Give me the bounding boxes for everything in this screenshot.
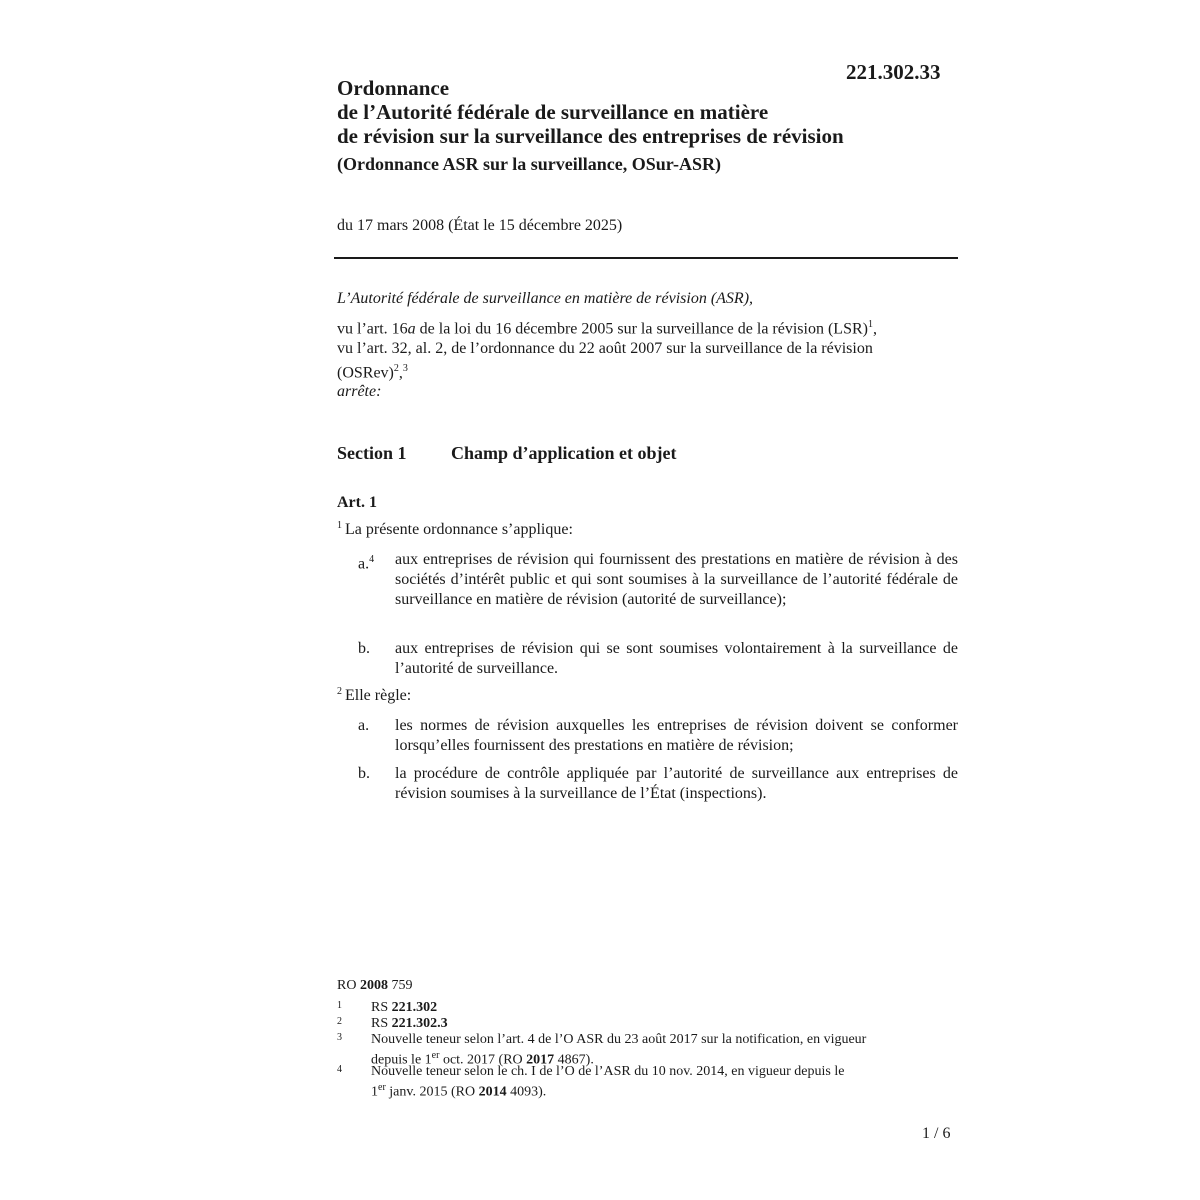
footnote: 4 Nouvelle teneur selon le ch. I de l’O de l’ASR du 10 nov. 2014, en vigueur depuis le 1er janv. 2015 (RO 2014 4093).: [337, 1064, 845, 1100]
list-item-text: aux entreprises de révision qui se sont soumises volontairement à la surveillance de l’autorité de surveillance.: [395, 640, 958, 677]
footnote-number: 2: [337, 1016, 342, 1027]
footnote-ref[interactable]: 1: [867, 319, 873, 330]
ordinance-subtitle: (Ordonnance ASR sur la surveillance, OSur-ASR): [337, 154, 722, 174]
footnote-number: 3: [337, 1032, 342, 1043]
title-line: de révision sur la surveillance des entreprises de révision: [337, 124, 844, 148]
link-ro-year[interactable]: 2017: [526, 1052, 555, 1068]
preamble-issuer: L’Autorité fédérale de surveillance en matière de révision (ASR),: [337, 290, 754, 307]
page-number: 1 / 6: [922, 1125, 951, 1142]
footnote: 1 RS 221.302: [337, 1000, 438, 1015]
preamble-line-3: (OSRev)$^2$,$^3$: [337, 363, 408, 382]
title-line: Ordonnance: [337, 76, 450, 100]
list-item: b. aux entreprises de révision qui se sont soumises volontairement à la surveillance de l’autorité de surveillance.: [358, 640, 958, 677]
list-item: a.$^4$ aux entreprises de révision qui fournissent des prestations en matière de révision à des sociétés d’intérêt public et qui sont soumises à la surveillance de l’autorité fédérale de surveillance en matière de révision (autorité de surveillance);: [358, 551, 958, 608]
enacting-formula: arrête:: [337, 383, 382, 400]
section-heading: [337, 443, 677, 464]
footnote: 2 RS 221.302.3: [337, 1016, 448, 1031]
footnote-ref[interactable]: 2: [393, 363, 399, 375]
section-title: Champ d’application et objet: [451, 443, 677, 463]
ordinance-date: du 17 mars 2008 (État le 15 décembre 2025): [337, 217, 623, 234]
footnote-number: 4: [337, 1064, 342, 1075]
section-label: Section 1: [337, 443, 407, 463]
official-compilation-ref: RO 2008 759: [337, 978, 413, 993]
list-item-text: les normes de révision auxquelles les entreprises de révision doivent se conformer lorsqu’elles fournissent des prestations en matière de révision;: [395, 717, 958, 754]
sr-number: 221.302.33: [846, 60, 941, 84]
header-divider: [334, 257, 958, 259]
paragraph-2: $^2$ Elle règle:: [337, 686, 412, 704]
paragraph-number: 1: [337, 520, 342, 531]
preamble-line-1: vu l’art. 16a de la loi du 16 décembre 2005 sur la surveillance de la révision (LSR)$^1$,: [337, 319, 877, 338]
preamble-line-2: vu l’art. 32, al. 2, de l’ordonnance du 22 août 2007 sur la surveillance de la révision: [337, 340, 873, 358]
list-item-text: aux entreprises de révision qui fournissent des prestations en matière de révision à des sociétés d’intérêt public et qui sont soumises à la surveillance de l’autorité fédérale de surveillance en matière de révision (autorité de surveillance);: [395, 551, 958, 608]
list-item: b. la procédure de contrôle appliquée par l’autorité de surveillance aux entreprises de révision soumises à la surveillance de l’État (inspections).: [358, 765, 958, 802]
list-item-text: la procédure de contrôle appliquée par l’autorité de surveillance aux entreprises de révision soumises à la surveillance de l’État (inspections).: [395, 765, 958, 802]
link-ro-year[interactable]: 2014: [478, 1084, 507, 1100]
paragraph-1: $^1$ La présente ordonnance s’applique:: [337, 520, 573, 538]
link-sr-number[interactable]: 221.302: [391, 1000, 438, 1015]
ordinance-title: [337, 76, 977, 148]
footnote: 3 Nouvelle teneur selon l’art. 4 de l’O ASR du 23 août 2017 sur la notification, en vigueur depuis le 1er oct. 2017 (RO 2017 4867).: [337, 1032, 867, 1068]
footnote-ref[interactable]: 4: [369, 554, 375, 565]
footnote-number: 1: [337, 1000, 342, 1011]
preamble-legal-basis: [337, 315, 961, 384]
footnote-ref[interactable]: 3: [402, 363, 408, 375]
title-line: de l’Autorité fédérale de surveillance en matière: [337, 100, 769, 124]
article-title: Art. 1: [337, 494, 377, 511]
link-sr-number[interactable]: 221.302.3: [391, 1016, 448, 1031]
paragraph-number: 2: [337, 686, 342, 697]
list-item: a. les normes de révision auxquelles les entreprises de révision doivent se conformer lorsqu’elles fournissent des prestations en matière de révision;: [358, 717, 958, 754]
